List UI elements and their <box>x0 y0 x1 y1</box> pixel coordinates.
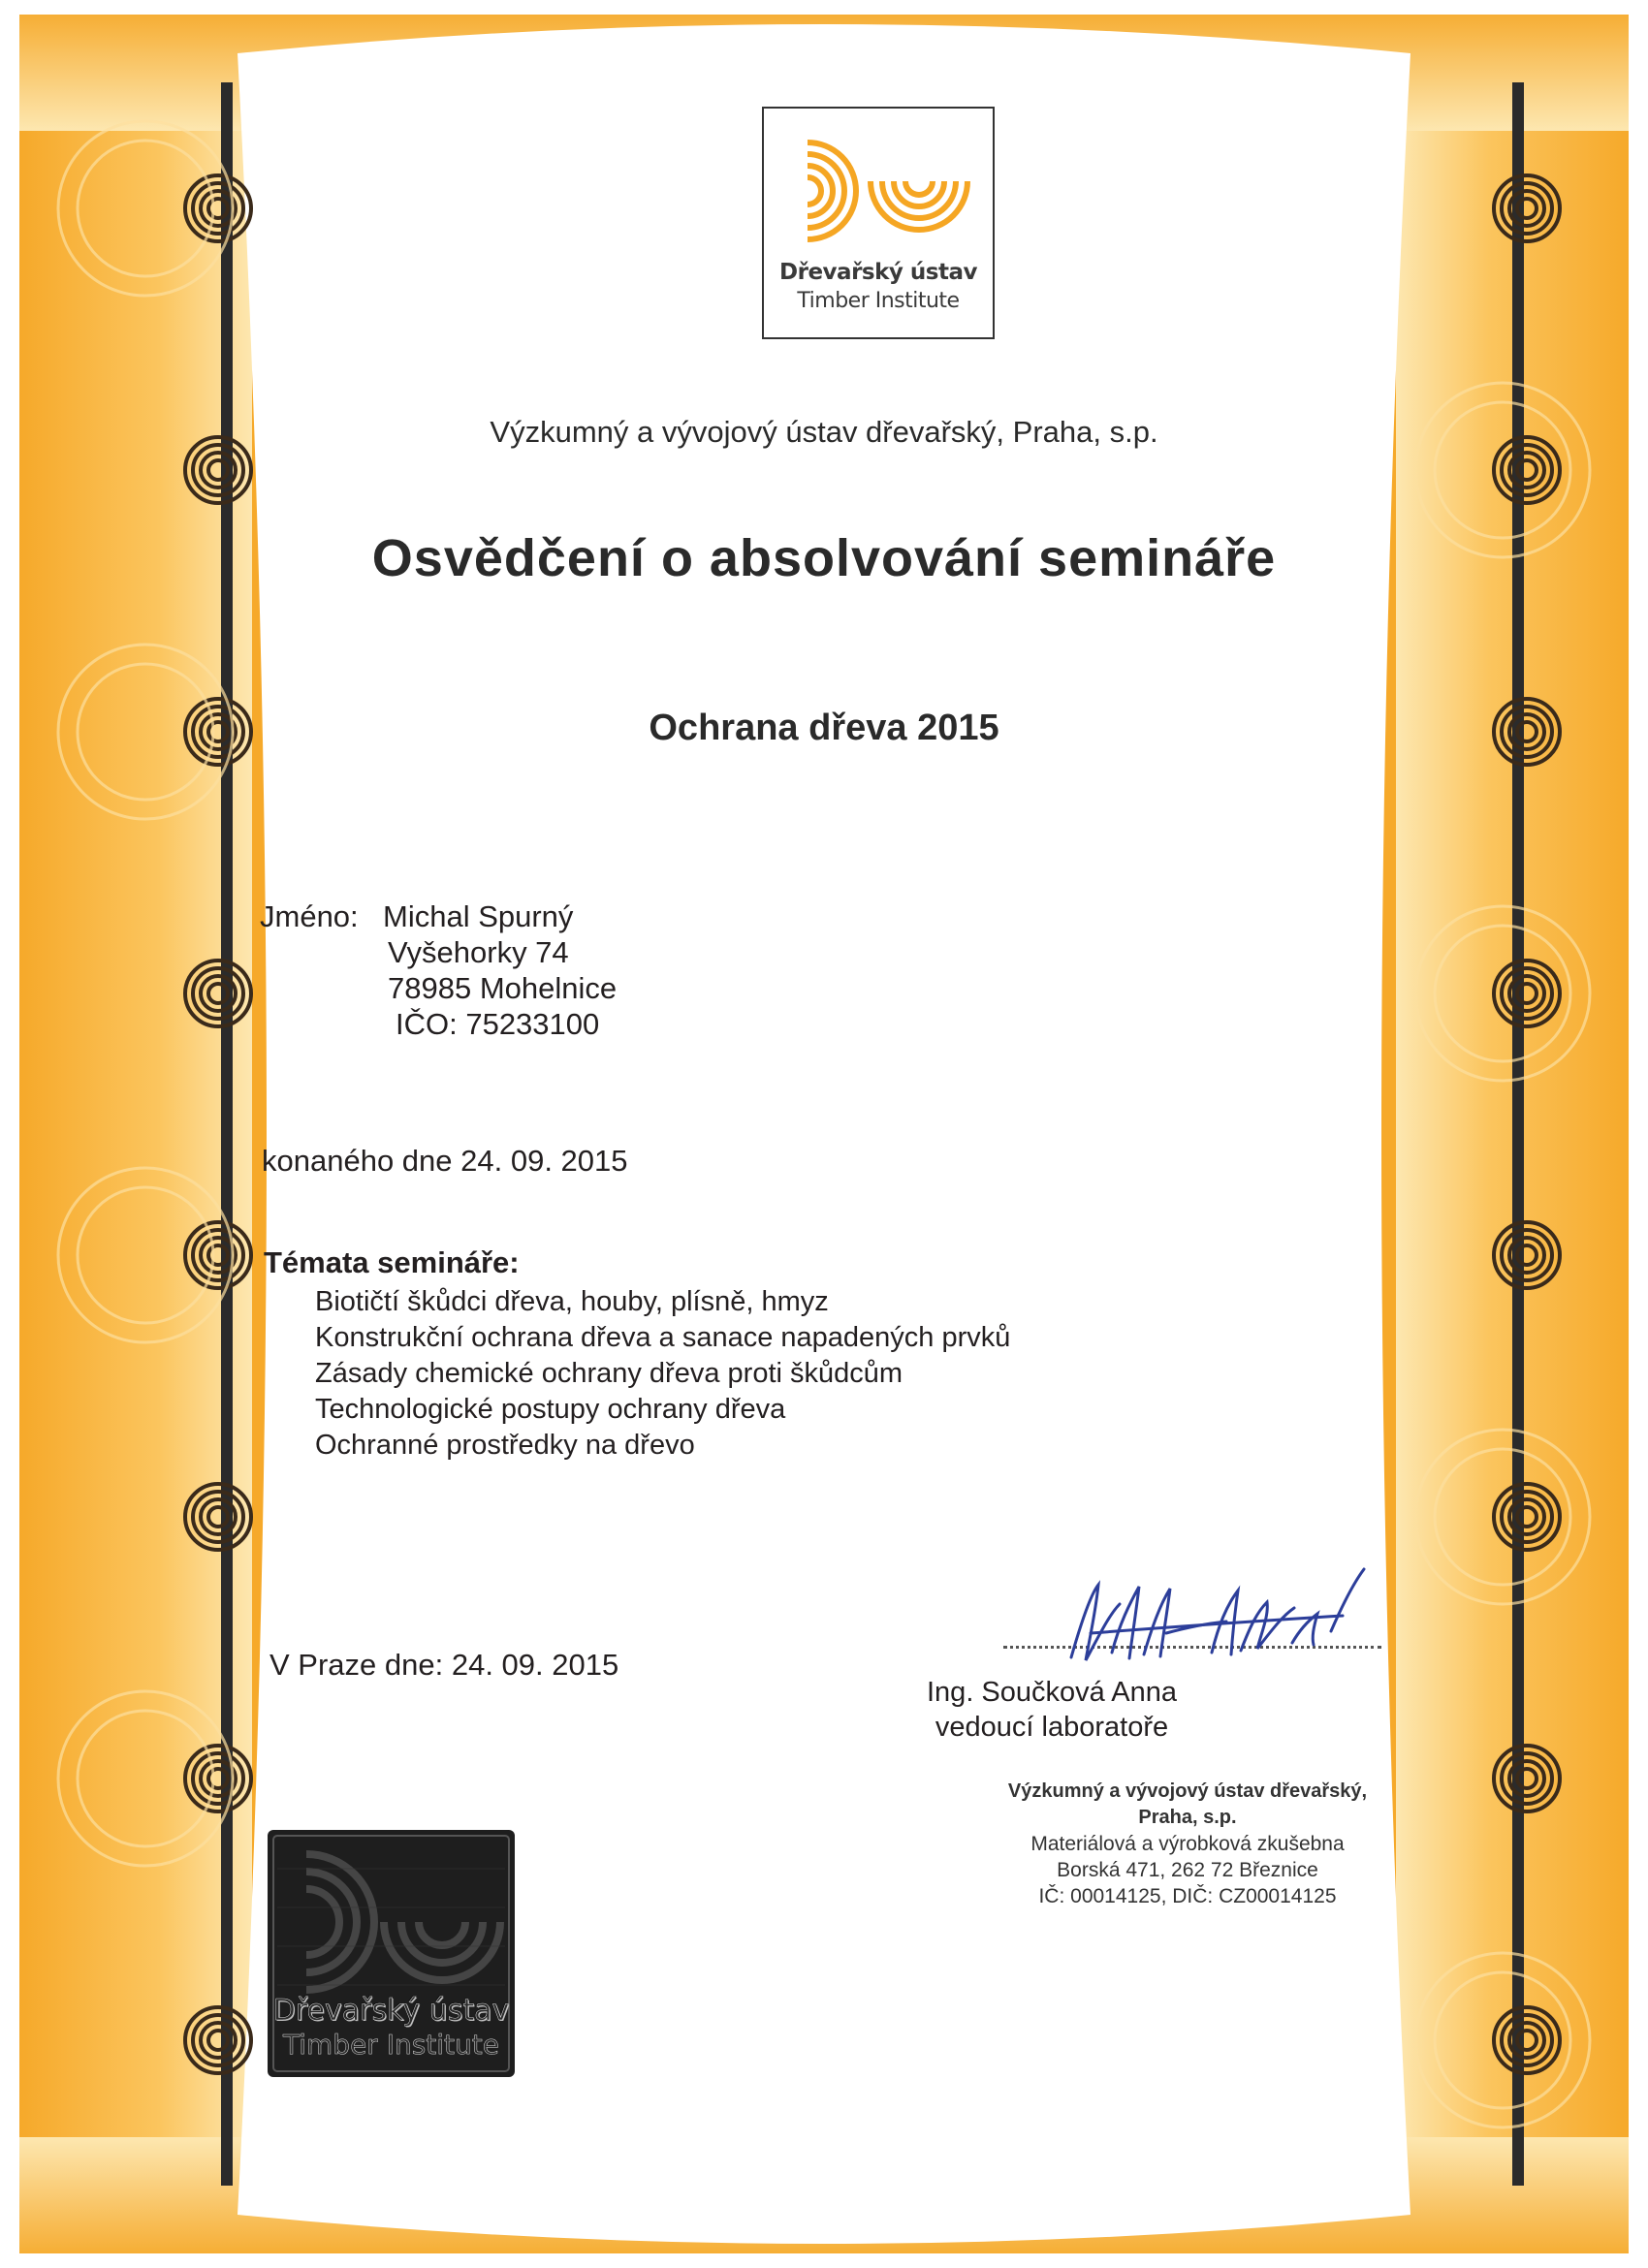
signer-name: Ing. Součková Anna <box>927 1677 1177 1708</box>
seminar-title: Ochrana dřeva 2015 <box>649 708 999 748</box>
stamp-line: Borská 471, 262 72 Březnice <box>1057 1859 1318 1881</box>
logo-name: Dřevařský ústav <box>779 260 977 285</box>
institute-logo <box>762 107 995 339</box>
stamp-line: Výzkumný a vývojový ústav dřevařský, <box>1007 1780 1368 1802</box>
list-item: Technologické postupy ochrany dřeva <box>315 1394 786 1425</box>
participant-ico: IČO: 75233100 <box>396 1007 600 1041</box>
participant-street: Vyšehorky 74 <box>388 935 569 969</box>
seal-name: Dřevařský ústav <box>272 1994 510 2028</box>
institute-name: Výzkumný a vývojový ústav dřevařský, Praha, s.p. <box>490 415 1158 449</box>
held-date: konaného dne 24. 09. 2015 <box>262 1144 628 1178</box>
logo-subtitle: Timber Institute <box>797 289 960 313</box>
certificate-title: Osvědčení o absolvování semináře <box>371 529 1277 587</box>
stamp-line: Materiálová a výrobková zkušebna <box>1030 1833 1345 1855</box>
list-item: Zásady chemické ochrany dřeva proti škůdcům <box>315 1358 903 1389</box>
topics-heading: Témata semináře: <box>264 1245 520 1279</box>
place-date: V Praze dne: 24. 09. 2015 <box>269 1648 619 1682</box>
seal-subtitle: Timber Institute <box>283 2029 499 2061</box>
signer-role: vedoucí laboratoře <box>935 1712 1169 1743</box>
list-item: Konstrukční ochrana dřeva a sanace napadených prvků <box>315 1322 1011 1353</box>
stamp-line: Praha, s.p. <box>1138 1807 1237 1828</box>
list-item: Ochranné prostředky na dřevo <box>315 1430 695 1461</box>
logo-rings-icon <box>783 128 977 254</box>
institute-stamp <box>998 1779 1377 1909</box>
participant-name: Michal Spurný <box>383 899 574 933</box>
stamp-line: IČ: 00014125, DIČ: CZ00014125 <box>1038 1885 1337 1907</box>
handwritten-signature <box>1052 1565 1372 1672</box>
name-label: Jméno: <box>260 899 359 933</box>
topics-list <box>315 1284 1010 1464</box>
list-item: Biotičtí škůdci dřeva, houby, plísně, hmyz <box>315 1286 829 1317</box>
participant-city: 78985 Mohelnice <box>388 971 618 1005</box>
